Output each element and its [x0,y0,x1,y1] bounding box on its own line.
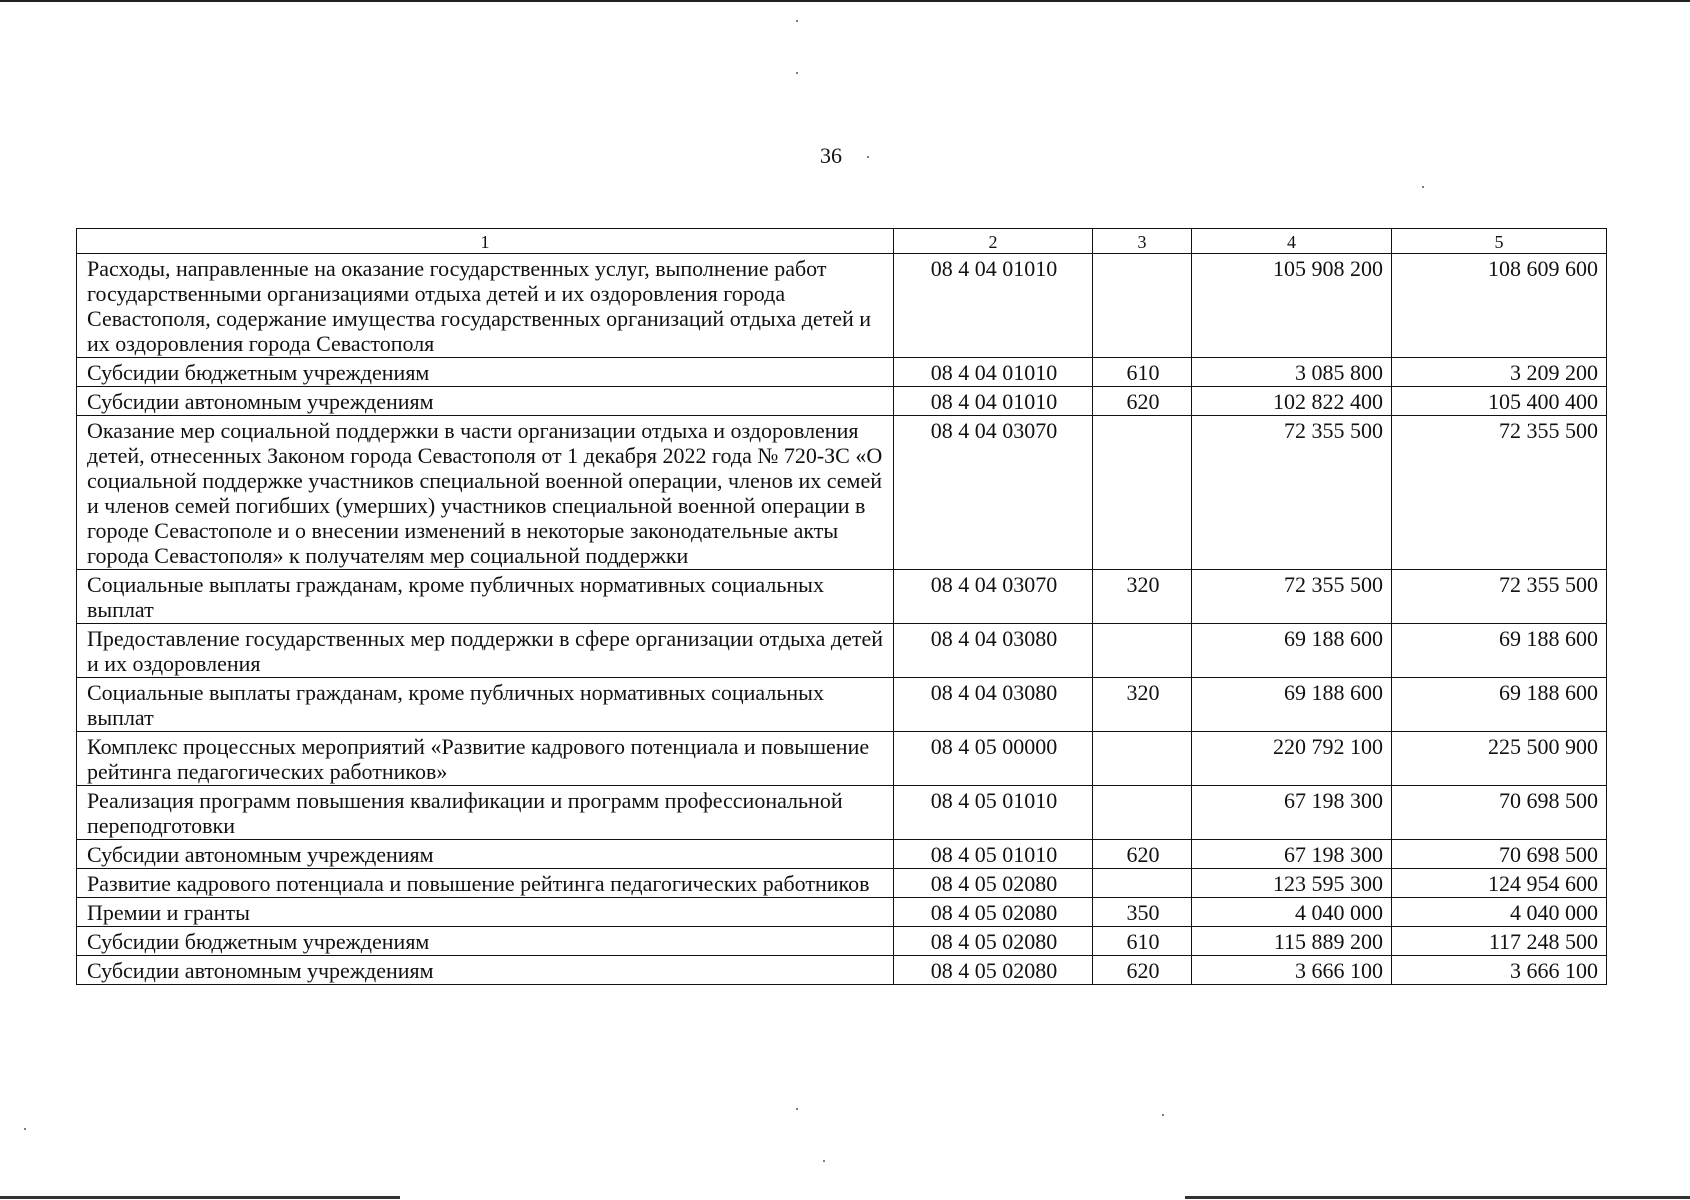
amount-col4-cell: 123 595 300 [1192,869,1392,898]
target-code-cell: 08 4 04 01010 [894,358,1093,387]
scan-speck [867,156,869,158]
amount-col4-cell: 3 666 100 [1192,956,1392,985]
scan-speck [24,1128,26,1130]
expense-type-cell [1093,732,1192,786]
expense-type-cell [1093,254,1192,358]
expense-type-cell [1093,416,1192,570]
amount-col4-cell: 3 085 800 [1192,358,1392,387]
page-number: 36 [820,143,842,168]
expense-name-cell: Социальные выплаты гражданам, кроме публичных нормативных социальных выплат [77,678,894,732]
expense-name-cell: Субсидии бюджетным учреждениям [77,358,894,387]
amount-col4-cell: 67 198 300 [1192,786,1392,840]
target-code-cell: 08 4 04 01010 [894,387,1093,416]
amount-col5-cell: 72 355 500 [1392,570,1607,624]
scan-speck [796,72,798,74]
expense-type-cell: 620 [1093,840,1192,869]
target-code-cell: 08 4 04 03080 [894,624,1093,678]
table-row [77,732,1607,786]
amount-col5-cell: 69 188 600 [1392,678,1607,732]
amount-col4-cell: 220 792 100 [1192,732,1392,786]
expense-name-cell: Субсидии бюджетным учреждениям [77,927,894,956]
table-row [77,387,1607,416]
amount-col4-cell: 69 188 600 [1192,624,1392,678]
amount-col4-cell: 105 908 200 [1192,254,1392,358]
amount-col4-cell: 115 889 200 [1192,927,1392,956]
amount-col5-cell: 3 209 200 [1392,358,1607,387]
scan-edge-top [0,0,1690,2]
expense-name-cell: Предоставление государственных мер поддержки в сфере организации отдыха детей и их оздоровления [77,624,894,678]
amount-col4-cell: 102 822 400 [1192,387,1392,416]
target-code-cell: 08 4 05 02080 [894,898,1093,927]
target-code-cell: 08 4 05 02080 [894,927,1093,956]
expense-type-cell: 610 [1093,358,1192,387]
amount-col4-cell: 69 188 600 [1192,678,1392,732]
amount-col4-cell: 72 355 500 [1192,416,1392,570]
amount-col5-cell: 105 400 400 [1392,387,1607,416]
table-row [77,678,1607,732]
expense-type-cell: 320 [1093,678,1192,732]
header-row [77,229,1607,254]
expense-type-cell: 620 [1093,956,1192,985]
scan-speck [796,20,798,22]
expense-type-cell [1093,624,1192,678]
target-code-cell: 08 4 04 03070 [894,416,1093,570]
table-row [77,254,1607,358]
target-code-cell: 08 4 05 01010 [894,786,1093,840]
table-row [77,898,1607,927]
table-row [77,358,1607,387]
expense-name-cell: Развитие кадрового потенциала и повышение рейтинга педагогических работников [77,869,894,898]
amount-col4-cell: 67 198 300 [1192,840,1392,869]
expense-type-cell: 350 [1093,898,1192,927]
scan-speck [796,1108,798,1110]
scan-speck [1422,186,1424,188]
target-code-cell: 08 4 05 01010 [894,840,1093,869]
target-code-cell: 08 4 05 02080 [894,869,1093,898]
target-code-cell: 08 4 04 03080 [894,678,1093,732]
expense-type-cell [1093,869,1192,898]
scan-speck [823,1160,825,1162]
amount-col4-cell: 4 040 000 [1192,898,1392,927]
budget-table [76,228,1607,985]
amount-col5-cell: 225 500 900 [1392,732,1607,786]
scan-edge-bottom-right [1185,1196,1690,1199]
table-row [77,956,1607,985]
amount-col5-cell: 108 609 600 [1392,254,1607,358]
target-code-cell: 08 4 04 01010 [894,254,1093,358]
target-code-cell: 08 4 05 00000 [894,732,1093,786]
scan-edge-bottom-left [0,1196,400,1199]
expense-name-cell: Субсидии автономным учреждениям [77,840,894,869]
expense-name-cell: Реализация программ повышения квалификации и программ профессиональной переподготовки [77,786,894,840]
amount-col5-cell: 117 248 500 [1392,927,1607,956]
column-header-1: 1 [77,229,894,254]
expense-name-cell: Субсидии автономным учреждениям [77,387,894,416]
amount-col5-cell: 70 698 500 [1392,840,1607,869]
table-row [77,869,1607,898]
target-code-cell: 08 4 05 02080 [894,956,1093,985]
expense-type-cell: 610 [1093,927,1192,956]
expense-name-cell: Субсидии автономным учреждениям [77,956,894,985]
amount-col5-cell: 70 698 500 [1392,786,1607,840]
target-code-cell: 08 4 04 03070 [894,570,1093,624]
amount-col5-cell: 69 188 600 [1392,624,1607,678]
scan-speck [1162,1114,1164,1116]
expense-type-cell [1093,786,1192,840]
expense-type-cell: 320 [1093,570,1192,624]
table-row [77,786,1607,840]
column-header-4: 4 [1192,229,1392,254]
expense-name-cell: Социальные выплаты гражданам, кроме публичных нормативных социальных выплат [77,570,894,624]
column-header-3: 3 [1093,229,1192,254]
expense-name-cell: Премии и гранты [77,898,894,927]
amount-col5-cell: 3 666 100 [1392,956,1607,985]
table-row [77,624,1607,678]
expense-name-cell: Оказание мер социальной поддержки в части организации отдыха и оздоровления детей, отнесенных Законом города Севастополя от 1 декабря 2022 года № 720-ЗС «О социальной поддержке участников специальной военной операции, членов их семей и членов семей погибших (умерших) участников специальной военной операции в городе Севастополе и о внесении изменений в некоторые законодательные акты города Севастополя» к получателям мер социальной поддержки [77,416,894,570]
expense-type-cell: 620 [1093,387,1192,416]
amount-col5-cell: 124 954 600 [1392,869,1607,898]
column-header-2: 2 [894,229,1093,254]
expense-name-cell: Расходы, направленные на оказание государственных услуг, выполнение работ государственными организациями отдыха детей и их оздоровления города Севастополя, содержание имущества государственных организаций отдыха детей и их оздоровления города Севастополя [77,254,894,358]
table-row [77,840,1607,869]
column-header-5: 5 [1392,229,1607,254]
amount-col5-cell: 4 040 000 [1392,898,1607,927]
amount-col5-cell: 72 355 500 [1392,416,1607,570]
table-row [77,570,1607,624]
amount-col4-cell: 72 355 500 [1192,570,1392,624]
table-row [77,416,1607,570]
expense-name-cell: Комплекс процессных мероприятий «Развитие кадрового потенциала и повышение рейтинга педагогических работников» [77,732,894,786]
table-row [77,927,1607,956]
